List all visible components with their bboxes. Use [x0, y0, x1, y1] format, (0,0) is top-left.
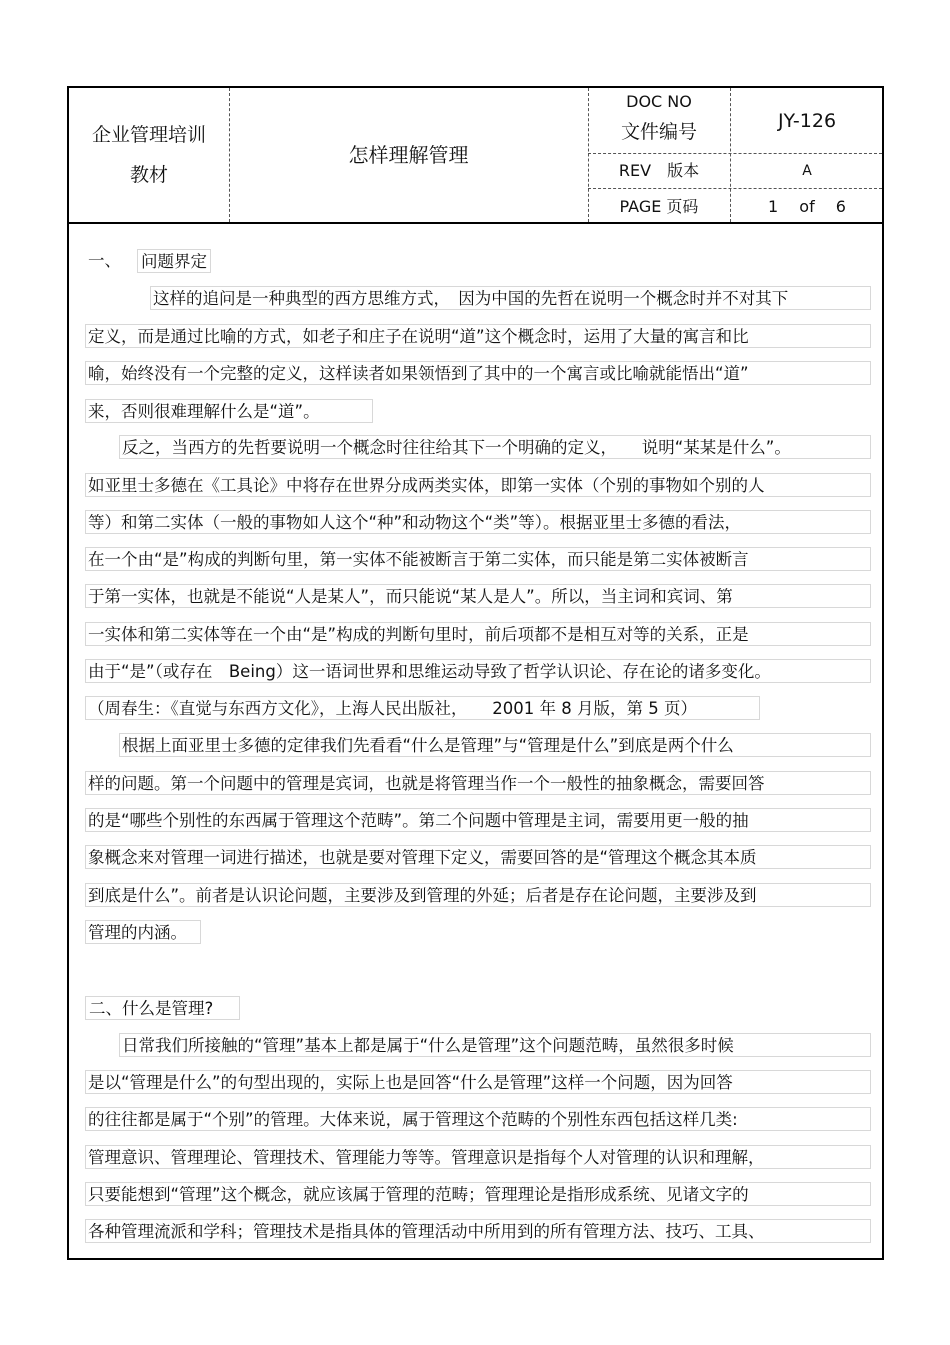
paragraph-line: 一实体和第二实体等在一个由“是”构成的判断句里时，前后项都不是相互对等的关系，正是 — [85, 622, 871, 646]
doc-no-label-cn: 文件编号 — [620, 121, 697, 143]
paragraph-line: 由于“是”（或存在 Being）这一语词世界和思维运动导致了哲学认识论、存在论的诸多变化。 — [85, 659, 871, 683]
paragraph-line: 是以“管理是什么”的句型出现的，实际上也是回答“什么是管理”这样一个问题，因为回答 — [85, 1070, 871, 1094]
paragraph-line: 到底是什么”。前者是认识论问题，主要涉及到管理的外延；后者是存在论问题，主要涉及到 — [85, 883, 871, 907]
paragraph-line: 来，否则很难理解什么是“道”。 — [85, 399, 373, 423]
org-name-line1: 企业管理培训 — [91, 124, 206, 146]
paragraph-line: 各种管理流派和学科；管理技术是指具体的管理活动中所用到的所有管理方法、技巧、工具、 — [85, 1219, 871, 1243]
rev-value: A — [802, 163, 812, 179]
paragraph-line: 反之，当西方的先哲要说明一个概念时往往给其下一个明确的定义， 说明“某某是什么”。 — [119, 435, 871, 459]
paragraph-line: 如亚里士多德在《工具论》中将存在世界分成两类实体，即第一实体（个别的事物如个别的人 — [85, 473, 871, 497]
section1-number: 一、 — [88, 251, 121, 270]
paragraph-line: 的是“哪些个别性的东西属于管理这个范畴”。第二个问题中管理是主词，需要用更一般的抽 — [85, 808, 871, 832]
paragraph-line: 管理意识、管理理论、管理技术、管理能力等等。管理意识是指每个人对管理的认识和理解， — [85, 1145, 871, 1169]
document-header — [69, 88, 882, 224]
paragraph-line: 定义，而是通过比喻的方式，如老子和庄子在说明“道”这个概念时，运用了大量的寓言和比 — [85, 324, 871, 348]
document-title: 怎样理解管理 — [348, 143, 469, 167]
paragraph-line: 样的问题。第一个问题中的管理是宾词，也就是将管理当作一个一般性的抽象概念，需要回答 — [85, 771, 871, 795]
paragraph-line: 喻，始终没有一个完整的定义，这样读者如果领悟到了其中的一个寓言或比喻就能悟出“道” — [85, 361, 871, 385]
paragraph-line: 在一个由“是”构成的判断句里，第一实体不能被断言于第二实体，而只能是第二实体被断言 — [85, 547, 871, 571]
paragraph-line: 等）和第二实体（一般的事物如人这个“种”和动物这个“类”等）。根据亚里士多德的看法， — [85, 510, 871, 534]
rev-label: REV 版本 — [618, 161, 700, 180]
page-label: PAGE 页码 — [619, 197, 699, 216]
citation-line: （周春生：《直觉与东西方文化》，上海人民出版社， 2001 年 8 月版，第 5 页） — [85, 696, 760, 720]
paragraph-line: 这样的追问是一种典型的西方思维方式， 因为中国的先哲在说明一个概念时并不对其下 — [150, 286, 871, 310]
paragraph-line: 根据上面亚里士多德的定律我们先看看“什么是管理”与“管理是什么”到底是两个什么 — [119, 733, 871, 757]
page-value: 1 of 6 — [768, 197, 846, 216]
paragraph-line: 的往往都是属于“个别”的管理。大体来说，属于管理这个范畴的个别性东西包括这样几类: — [85, 1107, 871, 1131]
section2-heading: 二、什么是管理? — [85, 996, 240, 1020]
paragraph-line: 日常我们所接触的“管理”基本上都是属于“什么是管理”这个问题范畴，虽然很多时候 — [119, 1033, 871, 1057]
paragraph-line: 管理的内涵。 — [85, 920, 201, 944]
document-frame — [67, 86, 884, 1260]
paragraph-line: 只要能想到“管理”这个概念，就应该属于管理的范畴；管理理论是指形成系统、见诸文字的 — [85, 1182, 871, 1206]
section1-heading: 问题界定 — [137, 249, 211, 273]
paragraph-line: 象概念来对管理一词进行描述，也就是要对管理下定义，需要回答的是“管理这个概念其本质 — [85, 845, 871, 869]
doc-no-label-en: DOC NO — [626, 92, 692, 111]
paragraph-line: 于第一实体，也就是不能说“人是某人”，而只能说“某人是人”。所以，当主词和宾词、第 — [85, 584, 871, 608]
org-name-line2: 教材 — [129, 164, 168, 186]
doc-no-value: JY-126 — [777, 110, 837, 132]
